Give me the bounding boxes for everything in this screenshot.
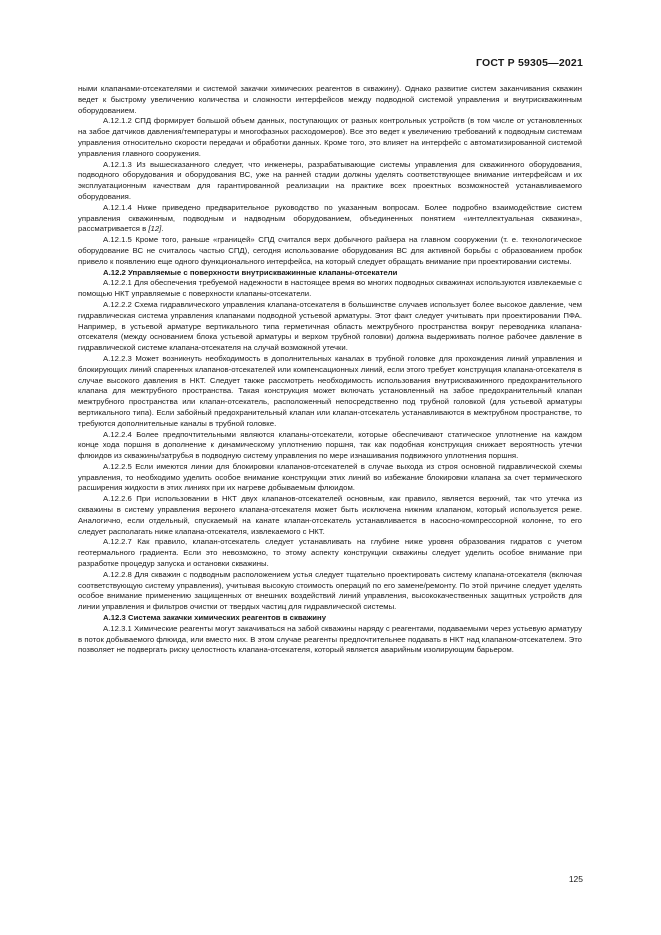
document-id: ГОСТ Р 59305—2021 <box>475 57 583 69</box>
paragraph-a12-1-5: А.12.1.5 Кроме того, раньше «границей» СПД считался верх добычного райзера на главном сооружении (т. е. технологическое оборудование ВС не считалось частью СПД), сегодня использование оборудования ВС для активной борьбы с образованием пробок привело к появлению еще одного функционального интерфейса, на который следует обращать внимание при проектировании системы. <box>78 235 582 266</box>
paragraph-a12-2-6: А.12.2.6 При использовании в НКТ двух клапанов-отсекателей основным, как правило, является верхний, так что утечка из скважины в систему управления верхнего клапана-отсекателя может быть исключена нижним клапаном, который используется реже. Аналогично, если отдельный, спускаемый на канате клапан-отсекатель устанавливается в насосно-компрессорной колонне, то его следует располагать ниже клапана-отсекателя, извлекаемого с НКТ. <box>78 494 582 536</box>
paragraph-a12-1-2: А.12.1.2 СПД формирует большой объем данных, поступающих от разных контрольных устройств (в том числе от установленных на забое датчиков давления/температуры и многофазных расходомеров). Все это ведет к увеличению требований к подводным системам управления относительно скорости передачи и обработки данных. Кроме того, это влияет на интерфейс с автоматизированной системой управления главного сооружения. <box>78 116 582 158</box>
paragraph-a12-2-2: А.12.2.2 Схема гидравлического управления клапана-отсекателя в большинстве случаев использует более высокое давление, чем гидравлическая система управления клапанами подводной устьевой арматуры. Этот факт следует учитывать при проектировании ПФА. Например, в устьевой арматуре вертикального типа герметичная область межтрубного пространства вокруг переводника клапана-отсекателя (между основанием блока устьевой арматуры и верхом трубной головки) должна выдерживать полное рабочее давление в гидравлической системе клапана-отсекателя на случай возможной утечки. <box>78 299 582 353</box>
paragraph-a12-2-1: А.12.2.1 Для обеспечения требуемой надежности в настоящее время во многих подводных скважинах используются извлекаемые с помощью НКТ управляемые с поверхности клапаны-отсекатели. <box>78 278 582 299</box>
paragraph-a12-1-4: А.12.1.4 Ниже приведено предварительное руководство по указанным вопросам. Более подробно взаимодействие систем управления скважинным, подводным и надводным оборудованием, объединенных понятием «интеллектуальная скважина», рассматривается в [12]. <box>78 202 582 234</box>
document-body <box>78 84 582 656</box>
section-heading-a12-3: А.12.3 Система закачки химических реагентов в скважину <box>103 613 327 623</box>
paragraph-a12-2-3: А.12.2.3 Может возникнуть необходимость в дополнительных каналах в трубной головке для прохождения линий управления и блокирующих линий спаренных клапанов-отсекателей или компенсационных линий, если этого требует конструкция клапана-отсекателя в случае высокого давления в НКТ. Следует также рассмотреть необходимость использования внутрискважинного предохранительного клапана для межтрубного пространства. Такая конструкция может включать установленный на забое предохранительный клапан межтрубного пространства или клапан-отсекатель, расположенный непосредственно под трубной головкой (для устьевой арматуры вертикального типа). Если забойный предохранительный клапан или клапан-отсекатель устанавливаются в межтрубном пространстве, то требуются дополнительные каналы в трубной головке. <box>78 353 582 428</box>
paragraph-a12-2-7: А.12.2.7 Как правило, клапан-отсекатель следует устанавливать на глубине ниже уровня образования гидратов с учетом геотермального градиента. Если это невозможно, то этому аспекту конструкции скважины следует уделить особое внимание при разработке процедур запуска и остановки скважины. <box>78 537 582 569</box>
reference-citation: [12] <box>148 224 162 234</box>
page-number: 125 <box>568 874 583 884</box>
paragraph-a12-1-3: А.12.1.3 Из вышесказанного следует, что инженеры, разрабатывающие системы управления для скважинного оборудования, подводного оборудования и оборудования ВС, уже на ранней стадии должны уделять соответствующее внимание интерфейсам и их эксплуатационным качествам для гарантированной реализации на практике всех проектных возможностей устанавливаемого оборудования. <box>78 159 582 201</box>
paragraph-a12-2-4: А.12.2.4 Более предпочтительными являются клапаны-отсекатели, которые обеспечивают статическое уплотнение на каждом конце хода поршня в дополнение к динамическому уплотнению поршня, так как подобная конструкция снижает вероятность утечки флюидов из скважины/затрубья в подводную систему управления по мере изнашивания подвижного уплотнения поршня. <box>78 429 582 461</box>
paragraph-continuation: ными клапанами-отсекателями и системой закачки химических реагентов в скважину). Однако развитие систем заканчивания скважин ведет к быстрому увеличению количества и сложности интерфейсов между подводной системой управления и внутрискважинным оборудованием. <box>78 84 582 115</box>
section-heading-a12-2: А.12.2 Управляемые с поверхности внутрискважинные клапаны-отсекатели <box>103 267 398 277</box>
paragraph-a12-3-1: А.12.3.1 Химические реагенты могут закачиваться на забой скважины наряду с реагентами, подаваемыми через устьевую арматуру в поток добываемого флюида, или вместо них. В этом случае реагенты предпочтительнее подавать в НКТ над клапаном-отсекателем. Это позволяет не подвергать риску целостность клапана-отсекателя, который является аварийным изолирующим барьером. <box>78 623 582 655</box>
paragraph-a12-2-8: А.12.2.8 Для скважин с подводным расположением устья следует тщательно проектировать систему клапана-отсекателя (включая соответствующую систему управления), учитывая высокую стоимость операций по его замене/ремонту. По этой причине следует уделять особое внимание применению защищенных от внешних воздействий линий управления, высококачественных защитных устройств для линии управления и фильтров очистки от твердых частиц для гидравлической системы. <box>78 569 582 612</box>
paragraph-a12-2-5: А.12.2.5 Если имеются линии для блокировки клапанов-отсекателей в случае выхода из строя основной гидравлической схемы управления, то необходимо уделить особое внимание конструкции этих линий во избежание блокировки клапана за счет термического расширения жидкости в этих линиях при их нагреве добываемым флюидом. <box>78 461 582 493</box>
